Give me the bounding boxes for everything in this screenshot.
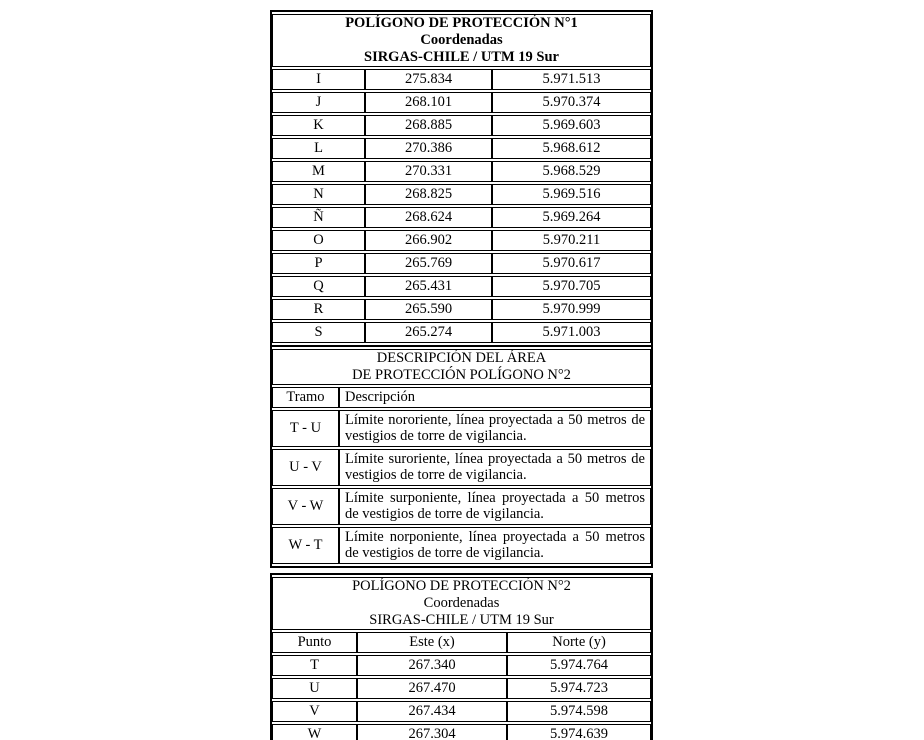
table-header-row (272, 632, 651, 653)
tramo-cell: V - W (272, 488, 339, 525)
descripcion-header-cell: Descripción (339, 387, 651, 408)
este-cell: 265.590 (365, 299, 492, 320)
norte-cell: 5.969.264 (492, 207, 651, 228)
este-cell: 267.340 (357, 655, 507, 676)
este-cell: 270.386 (365, 138, 492, 159)
table-row (272, 184, 651, 205)
point-label-cell: J (272, 92, 365, 113)
este-cell: 267.304 (357, 724, 507, 740)
table-row (272, 322, 651, 343)
point-label-cell: V (272, 701, 357, 722)
point-label-cell: S (272, 322, 365, 343)
table-row (272, 230, 651, 251)
table-row (272, 410, 651, 447)
este-cell: 268.624 (365, 207, 492, 228)
norte-cell: 5.969.516 (492, 184, 651, 205)
este-cell: 268.101 (365, 92, 492, 113)
descripcion-area-table (270, 345, 653, 568)
norte-cell: 5.969.603 (492, 115, 651, 136)
table-row (272, 92, 651, 113)
norte-cell: 5.974.723 (507, 678, 651, 699)
table-subtitle-line: Coordenadas (420, 32, 503, 48)
poligono-2-title-cell (272, 577, 651, 630)
poligono-2-table (270, 573, 653, 740)
table-row (272, 655, 651, 676)
point-label-cell: Q (272, 276, 365, 297)
point-label-cell: R (272, 299, 365, 320)
table-row (272, 701, 651, 722)
descripcion-cell: Límite suroriente, línea proyectada a 50 metros de vestigios de torre de vigilancia. (339, 449, 651, 486)
point-label-cell: T (272, 655, 357, 676)
point-label-cell: U (272, 678, 357, 699)
este-cell: 267.434 (357, 701, 507, 722)
table-header-row (272, 387, 651, 408)
poligono-1-title-cell (272, 14, 651, 67)
norte-cell: 5.971.513 (492, 69, 651, 90)
norte-cell: 5.970.374 (492, 92, 651, 113)
point-label-cell: M (272, 161, 365, 182)
table-datum-line: SIRGAS-CHILE / UTM 19 Sur (364, 49, 559, 65)
table-row (272, 276, 651, 297)
norte-cell: 5.974.598 (507, 701, 651, 722)
descripcion-cell: Límite nororiente, línea proyectada a 50 metros de vestigios de torre de vigilancia. (339, 410, 651, 447)
table-row (272, 299, 651, 320)
point-label-cell: I (272, 69, 365, 90)
table-title-line: POLÍGONO DE PROTECCIÓN N°1 (345, 15, 578, 31)
norte-cell: 5.974.764 (507, 655, 651, 676)
norte-cell: 5.971.003 (492, 322, 651, 343)
norte-cell: 5.970.211 (492, 230, 651, 251)
point-label-cell: L (272, 138, 365, 159)
este-cell: 265.274 (365, 322, 492, 343)
table-title-row (272, 349, 651, 385)
point-label-cell: N (272, 184, 365, 205)
table-row (272, 69, 651, 90)
tramo-cell: T - U (272, 410, 339, 447)
este-header-cell: Este (x) (357, 632, 507, 653)
norte-cell: 5.968.612 (492, 138, 651, 159)
table-datum-line: SIRGAS-CHILE / UTM 19 Sur (369, 612, 554, 628)
table-row (272, 253, 651, 274)
point-label-cell: Ñ (272, 207, 365, 228)
point-label-cell: W (272, 724, 357, 740)
este-cell: 265.769 (365, 253, 492, 274)
table-title-line: POLÍGONO DE PROTECCIÓN N°2 (352, 578, 571, 594)
este-cell: 265.431 (365, 276, 492, 297)
norte-header-cell: Norte (y) (507, 632, 651, 653)
norte-cell: 5.970.999 (492, 299, 651, 320)
descripcion-cell: Límite surponiente, línea proyectada a 50 metros de vestigios de torre de vigilancia. (339, 488, 651, 525)
este-cell: 266.902 (365, 230, 492, 251)
este-cell: 268.825 (365, 184, 492, 205)
table-title-row (272, 14, 651, 67)
este-cell: 275.834 (365, 69, 492, 90)
table-subtitle-line: DE PROTECCIÓN POLÍGONO N°2 (352, 367, 571, 383)
poligono-1-table (270, 10, 653, 347)
table-row (272, 724, 651, 740)
este-cell: 267.470 (357, 678, 507, 699)
este-cell: 268.885 (365, 115, 492, 136)
descripcion-cell: Límite norponiente, línea proyectada a 50 metros de vestigios de torre de vigilancia. (339, 527, 651, 564)
tramo-cell: W - T (272, 527, 339, 564)
punto-header-cell: Punto (272, 632, 357, 653)
este-cell: 270.331 (365, 161, 492, 182)
norte-cell: 5.970.705 (492, 276, 651, 297)
table-row (272, 161, 651, 182)
table-subtitle-line: Coordenadas (423, 595, 500, 611)
point-label-cell: K (272, 115, 365, 136)
table-title-line: DESCRIPCIÓN DEL ÁREA (376, 350, 547, 366)
descripcion-title-cell (272, 349, 651, 385)
norte-cell: 5.968.529 (492, 161, 651, 182)
table-row (272, 488, 651, 525)
table-title-row (272, 577, 651, 630)
table-row (272, 138, 651, 159)
table-row (272, 527, 651, 564)
tramo-header-cell: Tramo (272, 387, 339, 408)
table-row (272, 678, 651, 699)
tramo-cell: U - V (272, 449, 339, 486)
table-row (272, 449, 651, 486)
norte-cell: 5.974.639 (507, 724, 651, 740)
norte-cell: 5.970.617 (492, 253, 651, 274)
table-row (272, 207, 651, 228)
table-row (272, 115, 651, 136)
point-label-cell: P (272, 253, 365, 274)
point-label-cell: O (272, 230, 365, 251)
